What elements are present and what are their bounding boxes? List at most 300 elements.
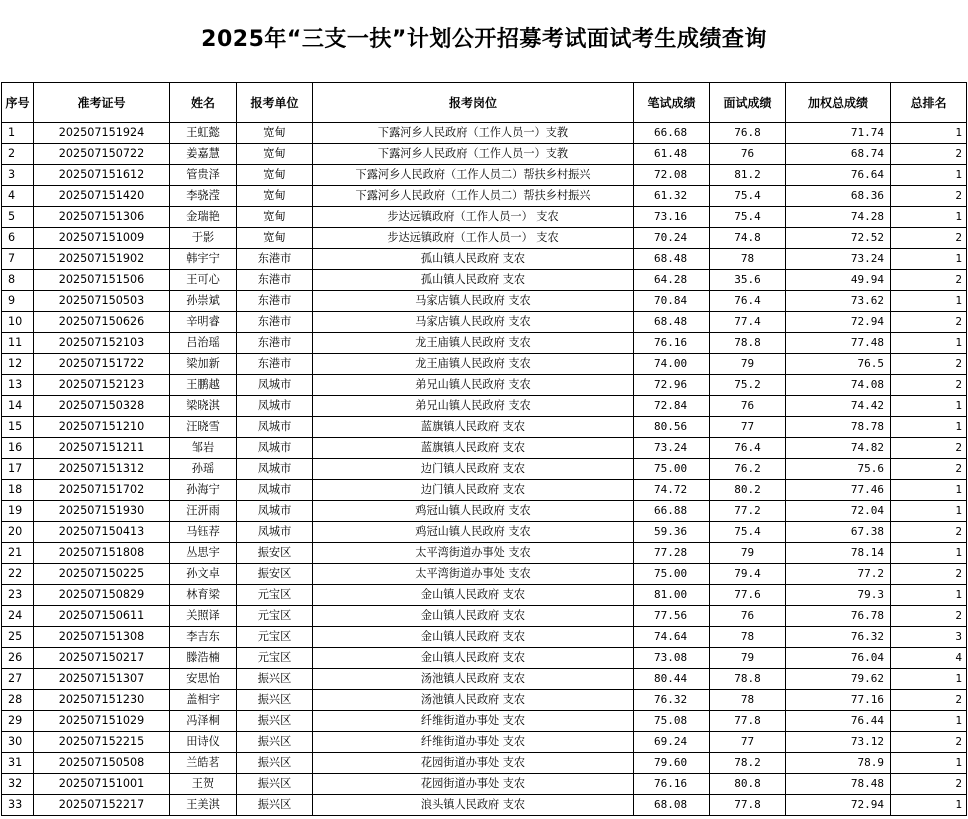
interview-score-cell: 75.4 <box>710 522 786 543</box>
header-written: 笔试成绩 <box>634 83 710 123</box>
unit-cell: 凤城市 <box>237 522 313 543</box>
unit-cell: 振兴区 <box>237 795 313 816</box>
row-index: 11 <box>2 333 34 354</box>
written-score-cell: 80.56 <box>634 417 710 438</box>
total-score-cell: 73.24 <box>786 249 891 270</box>
header-post: 报考岗位 <box>313 83 634 123</box>
unit-cell: 元宝区 <box>237 627 313 648</box>
written-score-cell: 68.48 <box>634 249 710 270</box>
name-cell: 汪汧雨 <box>170 501 237 522</box>
row-index: 14 <box>2 396 34 417</box>
written-score-cell: 73.16 <box>634 207 710 228</box>
interview-score-cell: 78.8 <box>710 669 786 690</box>
exam-id-cell: 202507151211 <box>34 438 170 459</box>
rank-cell: 4 <box>891 648 967 669</box>
name-cell: 孙崇斌 <box>170 291 237 312</box>
rank-cell: 1 <box>891 249 967 270</box>
exam-id-cell: 202507150413 <box>34 522 170 543</box>
interview-score-cell: 35.6 <box>710 270 786 291</box>
unit-cell: 凤城市 <box>237 375 313 396</box>
post-cell: 金山镇人民政府 支农 <box>313 648 634 669</box>
interview-score-cell: 77.2 <box>710 501 786 522</box>
post-cell: 下露河乡人民政府（工作人员二）帮扶乡村振兴 <box>313 186 634 207</box>
table-row <box>2 144 967 165</box>
post-cell: 鸡冠山镇人民政府 支农 <box>313 501 634 522</box>
total-score-cell: 76.64 <box>786 165 891 186</box>
interview-score-cell: 76.4 <box>710 291 786 312</box>
interview-score-cell: 79 <box>710 648 786 669</box>
row-index: 30 <box>2 732 34 753</box>
written-score-cell: 68.48 <box>634 312 710 333</box>
total-score-cell: 76.44 <box>786 711 891 732</box>
unit-cell: 宽甸 <box>237 186 313 207</box>
post-cell: 步达远镇政府（工作人员一） 支农 <box>313 207 634 228</box>
name-cell: 关照译 <box>170 606 237 627</box>
rank-cell: 2 <box>891 438 967 459</box>
exam-id-cell: 202507151029 <box>34 711 170 732</box>
unit-cell: 振兴区 <box>237 732 313 753</box>
unit-cell: 凤城市 <box>237 438 313 459</box>
written-score-cell: 66.68 <box>634 123 710 144</box>
row-index: 2 <box>2 144 34 165</box>
total-score-cell: 72.94 <box>786 312 891 333</box>
unit-cell: 元宝区 <box>237 585 313 606</box>
interview-score-cell: 75.4 <box>710 207 786 228</box>
name-cell: 孙海宁 <box>170 480 237 501</box>
exam-id-cell: 202507150829 <box>34 585 170 606</box>
exam-id-cell: 202507150503 <box>34 291 170 312</box>
interview-score-cell: 78 <box>710 690 786 711</box>
name-cell: 盖相宇 <box>170 690 237 711</box>
post-cell: 下露河乡人民政府（工作人员二）帮扶乡村振兴 <box>313 165 634 186</box>
total-score-cell: 68.74 <box>786 144 891 165</box>
table-row <box>2 165 967 186</box>
post-cell: 蓝旗镇人民政府 支农 <box>313 417 634 438</box>
unit-cell: 元宝区 <box>237 606 313 627</box>
post-cell: 龙王庙镇人民政府 支农 <box>313 354 634 375</box>
row-index: 9 <box>2 291 34 312</box>
row-index: 24 <box>2 606 34 627</box>
rank-cell: 1 <box>891 669 967 690</box>
unit-cell: 振兴区 <box>237 669 313 690</box>
row-index: 7 <box>2 249 34 270</box>
table-row <box>2 312 967 333</box>
written-score-cell: 74.64 <box>634 627 710 648</box>
row-index: 1 <box>2 123 34 144</box>
name-cell: 李骁滢 <box>170 186 237 207</box>
written-score-cell: 76.16 <box>634 333 710 354</box>
rank-cell: 1 <box>891 585 967 606</box>
rank-cell: 2 <box>891 144 967 165</box>
header-name: 姓名 <box>170 83 237 123</box>
total-score-cell: 79.3 <box>786 585 891 606</box>
unit-cell: 凤城市 <box>237 459 313 480</box>
exam-id-cell: 202507150722 <box>34 144 170 165</box>
post-cell: 浪头镇人民政府 支农 <box>313 795 634 816</box>
name-cell: 孙文卓 <box>170 564 237 585</box>
rank-cell: 2 <box>891 354 967 375</box>
post-cell: 边门镇人民政府 支农 <box>313 459 634 480</box>
name-cell: 兰皓茗 <box>170 753 237 774</box>
name-cell: 汪晓雪 <box>170 417 237 438</box>
table-row <box>2 228 967 249</box>
interview-score-cell: 79 <box>710 543 786 564</box>
interview-score-cell: 76 <box>710 606 786 627</box>
interview-score-cell: 79.4 <box>710 564 786 585</box>
exam-id-cell: 202507150217 <box>34 648 170 669</box>
row-index: 31 <box>2 753 34 774</box>
written-score-cell: 59.36 <box>634 522 710 543</box>
row-index: 13 <box>2 375 34 396</box>
header-unit: 报考单位 <box>237 83 313 123</box>
unit-cell: 东港市 <box>237 312 313 333</box>
written-score-cell: 77.28 <box>634 543 710 564</box>
post-cell: 花园街道办事处 支农 <box>313 753 634 774</box>
total-score-cell: 78.48 <box>786 774 891 795</box>
rank-cell: 2 <box>891 228 967 249</box>
name-cell: 王可心 <box>170 270 237 291</box>
total-score-cell: 72.52 <box>786 228 891 249</box>
unit-cell: 宽甸 <box>237 144 313 165</box>
table-row <box>2 669 967 690</box>
post-cell: 弟兄山镇人民政府 支农 <box>313 396 634 417</box>
exam-id-cell: 202507151307 <box>34 669 170 690</box>
interview-score-cell: 80.2 <box>710 480 786 501</box>
exam-id-cell: 202507151808 <box>34 543 170 564</box>
unit-cell: 振兴区 <box>237 711 313 732</box>
exam-id-cell: 202507151506 <box>34 270 170 291</box>
unit-cell: 宽甸 <box>237 207 313 228</box>
exam-id-cell: 202507151924 <box>34 123 170 144</box>
total-score-cell: 77.46 <box>786 480 891 501</box>
row-index: 8 <box>2 270 34 291</box>
interview-score-cell: 77 <box>710 417 786 438</box>
total-score-cell: 76.32 <box>786 627 891 648</box>
name-cell: 丛思宇 <box>170 543 237 564</box>
unit-cell: 东港市 <box>237 249 313 270</box>
page-title: 2025年“三支一扶”计划公开招募考试面试考生成绩查询 <box>201 27 767 52</box>
rank-cell: 1 <box>891 207 967 228</box>
interview-score-cell: 78.8 <box>710 333 786 354</box>
name-cell: 于影 <box>170 228 237 249</box>
table-row <box>2 438 967 459</box>
interview-score-cell: 78 <box>710 627 786 648</box>
exam-id-cell: 202507150328 <box>34 396 170 417</box>
table-row <box>2 732 967 753</box>
table-row <box>2 249 967 270</box>
exam-id-cell: 202507150508 <box>34 753 170 774</box>
unit-cell: 宽甸 <box>237 123 313 144</box>
row-index: 28 <box>2 690 34 711</box>
written-score-cell: 70.24 <box>634 228 710 249</box>
row-index: 17 <box>2 459 34 480</box>
exam-id-cell: 202507151312 <box>34 459 170 480</box>
unit-cell: 振兴区 <box>237 753 313 774</box>
interview-score-cell: 76.4 <box>710 438 786 459</box>
total-score-cell: 68.36 <box>786 186 891 207</box>
table-row <box>2 270 967 291</box>
post-cell: 纤维街道办事处 支农 <box>313 711 634 732</box>
name-cell: 林育梁 <box>170 585 237 606</box>
post-cell: 马家店镇人民政府 支农 <box>313 291 634 312</box>
table-row <box>2 333 967 354</box>
written-score-cell: 70.84 <box>634 291 710 312</box>
unit-cell: 东港市 <box>237 333 313 354</box>
row-index: 20 <box>2 522 34 543</box>
written-score-cell: 73.08 <box>634 648 710 669</box>
post-cell: 花园街道办事处 支农 <box>313 774 634 795</box>
post-cell: 金山镇人民政府 支农 <box>313 627 634 648</box>
written-score-cell: 68.08 <box>634 795 710 816</box>
unit-cell: 东港市 <box>237 270 313 291</box>
name-cell: 辛明睿 <box>170 312 237 333</box>
row-index: 10 <box>2 312 34 333</box>
name-cell: 梁加新 <box>170 354 237 375</box>
table-row <box>2 585 967 606</box>
row-index: 25 <box>2 627 34 648</box>
written-score-cell: 73.24 <box>634 438 710 459</box>
name-cell: 韩宇宁 <box>170 249 237 270</box>
rank-cell: 2 <box>891 270 967 291</box>
total-score-cell: 78.14 <box>786 543 891 564</box>
name-cell: 李吉东 <box>170 627 237 648</box>
rank-cell: 1 <box>891 480 967 501</box>
exam-id-cell: 202507150626 <box>34 312 170 333</box>
row-index: 22 <box>2 564 34 585</box>
header-row <box>2 83 967 123</box>
interview-score-cell: 80.8 <box>710 774 786 795</box>
unit-cell: 东港市 <box>237 354 313 375</box>
interview-score-cell: 76.2 <box>710 459 786 480</box>
name-cell: 马钰荐 <box>170 522 237 543</box>
rank-cell: 1 <box>891 165 967 186</box>
table-row <box>2 774 967 795</box>
post-cell: 马家店镇人民政府 支农 <box>313 312 634 333</box>
table-row <box>2 564 967 585</box>
rank-cell: 2 <box>891 312 967 333</box>
table-row <box>2 375 967 396</box>
unit-cell: 振安区 <box>237 543 313 564</box>
post-cell: 孤山镇人民政府 支农 <box>313 270 634 291</box>
written-score-cell: 61.32 <box>634 186 710 207</box>
rank-cell: 1 <box>891 123 967 144</box>
unit-cell: 宽甸 <box>237 228 313 249</box>
table-row <box>2 186 967 207</box>
name-cell: 田诗仪 <box>170 732 237 753</box>
written-score-cell: 76.32 <box>634 690 710 711</box>
unit-cell: 宽甸 <box>237 165 313 186</box>
unit-cell: 凤城市 <box>237 501 313 522</box>
rank-cell: 2 <box>891 522 967 543</box>
table-row <box>2 480 967 501</box>
exam-id-cell: 202507151930 <box>34 501 170 522</box>
written-score-cell: 66.88 <box>634 501 710 522</box>
interview-score-cell: 81.2 <box>710 165 786 186</box>
interview-score-cell: 77.8 <box>710 795 786 816</box>
written-score-cell: 72.08 <box>634 165 710 186</box>
post-cell: 蓝旗镇人民政府 支农 <box>313 438 634 459</box>
exam-id-cell: 202507151001 <box>34 774 170 795</box>
written-score-cell: 64.28 <box>634 270 710 291</box>
header-total: 加权总成绩 <box>786 83 891 123</box>
rank-cell: 2 <box>891 186 967 207</box>
row-index: 6 <box>2 228 34 249</box>
total-score-cell: 77.2 <box>786 564 891 585</box>
written-score-cell: 61.48 <box>634 144 710 165</box>
interview-score-cell: 78 <box>710 249 786 270</box>
interview-score-cell: 79 <box>710 354 786 375</box>
name-cell: 姜嘉慧 <box>170 144 237 165</box>
written-score-cell: 74.72 <box>634 480 710 501</box>
name-cell: 吕治瑶 <box>170 333 237 354</box>
name-cell: 梁晓淇 <box>170 396 237 417</box>
rank-cell: 3 <box>891 627 967 648</box>
exam-id-cell: 202507150611 <box>34 606 170 627</box>
row-index: 16 <box>2 438 34 459</box>
post-cell: 金山镇人民政府 支农 <box>313 585 634 606</box>
header-index: 序号 <box>2 83 34 123</box>
row-index: 27 <box>2 669 34 690</box>
exam-id-cell: 202507150225 <box>34 564 170 585</box>
written-score-cell: 72.84 <box>634 396 710 417</box>
table-row <box>2 753 967 774</box>
exam-id-cell: 202507151009 <box>34 228 170 249</box>
post-cell: 步达远镇政府（工作人员一） 支农 <box>313 228 634 249</box>
row-index: 29 <box>2 711 34 732</box>
total-score-cell: 74.82 <box>786 438 891 459</box>
interview-score-cell: 77.8 <box>710 711 786 732</box>
interview-score-cell: 75.4 <box>710 186 786 207</box>
name-cell: 冯泽桐 <box>170 711 237 732</box>
total-score-cell: 67.38 <box>786 522 891 543</box>
exam-id-cell: 202507152215 <box>34 732 170 753</box>
row-index: 26 <box>2 648 34 669</box>
total-score-cell: 74.42 <box>786 396 891 417</box>
table-row <box>2 123 967 144</box>
post-cell: 汤池镇人民政府 支农 <box>313 690 634 711</box>
post-cell: 龙王庙镇人民政府 支农 <box>313 333 634 354</box>
row-index: 3 <box>2 165 34 186</box>
unit-cell: 东港市 <box>237 291 313 312</box>
unit-cell: 凤城市 <box>237 396 313 417</box>
total-score-cell: 79.62 <box>786 669 891 690</box>
rank-cell: 2 <box>891 690 967 711</box>
row-index: 5 <box>2 207 34 228</box>
header-exam-id: 准考证号 <box>34 83 170 123</box>
table-row <box>2 396 967 417</box>
post-cell: 太平湾街道办事处 支农 <box>313 564 634 585</box>
exam-id-cell: 202507151612 <box>34 165 170 186</box>
unit-cell: 元宝区 <box>237 648 313 669</box>
written-score-cell: 77.56 <box>634 606 710 627</box>
exam-id-cell: 202507151420 <box>34 186 170 207</box>
post-cell: 弟兄山镇人民政府 支农 <box>313 375 634 396</box>
unit-cell: 凤城市 <box>237 417 313 438</box>
rank-cell: 1 <box>891 417 967 438</box>
post-cell: 汤池镇人民政府 支农 <box>313 669 634 690</box>
written-score-cell: 76.16 <box>634 774 710 795</box>
table-row <box>2 291 967 312</box>
table-row <box>2 627 967 648</box>
post-cell: 鸡冠山镇人民政府 支农 <box>313 522 634 543</box>
total-score-cell: 72.94 <box>786 795 891 816</box>
post-cell: 纤维街道办事处 支农 <box>313 732 634 753</box>
rank-cell: 1 <box>891 711 967 732</box>
table-row <box>2 711 967 732</box>
table-row <box>2 417 967 438</box>
total-score-cell: 76.78 <box>786 606 891 627</box>
table-row <box>2 354 967 375</box>
table-header <box>2 83 967 123</box>
table-row <box>2 795 967 816</box>
unit-cell: 凤城市 <box>237 480 313 501</box>
total-score-cell: 73.62 <box>786 291 891 312</box>
name-cell: 邹岩 <box>170 438 237 459</box>
exam-id-cell: 202507151230 <box>34 690 170 711</box>
row-index: 32 <box>2 774 34 795</box>
post-cell: 太平湾街道办事处 支农 <box>313 543 634 564</box>
table-row <box>2 690 967 711</box>
post-cell: 金山镇人民政府 支农 <box>313 606 634 627</box>
interview-score-cell: 78.2 <box>710 753 786 774</box>
written-score-cell: 75.00 <box>634 564 710 585</box>
rank-cell: 1 <box>891 333 967 354</box>
written-score-cell: 69.24 <box>634 732 710 753</box>
header-interview: 面试成绩 <box>710 83 786 123</box>
exam-id-cell: 202507151306 <box>34 207 170 228</box>
rank-cell: 2 <box>891 564 967 585</box>
exam-id-cell: 202507152103 <box>34 333 170 354</box>
exam-id-cell: 202507151308 <box>34 627 170 648</box>
unit-cell: 振安区 <box>237 564 313 585</box>
total-score-cell: 75.6 <box>786 459 891 480</box>
total-score-cell: 72.04 <box>786 501 891 522</box>
interview-score-cell: 76 <box>710 144 786 165</box>
total-score-cell: 76.04 <box>786 648 891 669</box>
post-cell: 边门镇人民政府 支农 <box>313 480 634 501</box>
name-cell: 安思怡 <box>170 669 237 690</box>
interview-score-cell: 77 <box>710 732 786 753</box>
written-score-cell: 81.00 <box>634 585 710 606</box>
row-index: 12 <box>2 354 34 375</box>
interview-score-cell: 75.2 <box>710 375 786 396</box>
row-index: 33 <box>2 795 34 816</box>
row-index: 21 <box>2 543 34 564</box>
total-score-cell: 73.12 <box>786 732 891 753</box>
table-row <box>2 207 967 228</box>
written-score-cell: 80.44 <box>634 669 710 690</box>
name-cell: 王贺 <box>170 774 237 795</box>
post-cell: 孤山镇人民政府 支农 <box>313 249 634 270</box>
total-score-cell: 74.28 <box>786 207 891 228</box>
exam-id-cell: 202507151210 <box>34 417 170 438</box>
rank-cell: 2 <box>891 732 967 753</box>
scores-table <box>1 82 967 816</box>
unit-cell: 振兴区 <box>237 690 313 711</box>
exam-id-cell: 202507152217 <box>34 795 170 816</box>
header-rank: 总排名 <box>891 83 967 123</box>
exam-id-cell: 202507151702 <box>34 480 170 501</box>
interview-score-cell: 76.8 <box>710 123 786 144</box>
total-score-cell: 76.5 <box>786 354 891 375</box>
total-score-cell: 77.16 <box>786 690 891 711</box>
post-cell: 下露河乡人民政府（工作人员一）支教 <box>313 123 634 144</box>
written-score-cell: 79.60 <box>634 753 710 774</box>
name-cell: 管贵泽 <box>170 165 237 186</box>
table-body <box>2 123 967 816</box>
table-row <box>2 501 967 522</box>
total-score-cell: 49.94 <box>786 270 891 291</box>
